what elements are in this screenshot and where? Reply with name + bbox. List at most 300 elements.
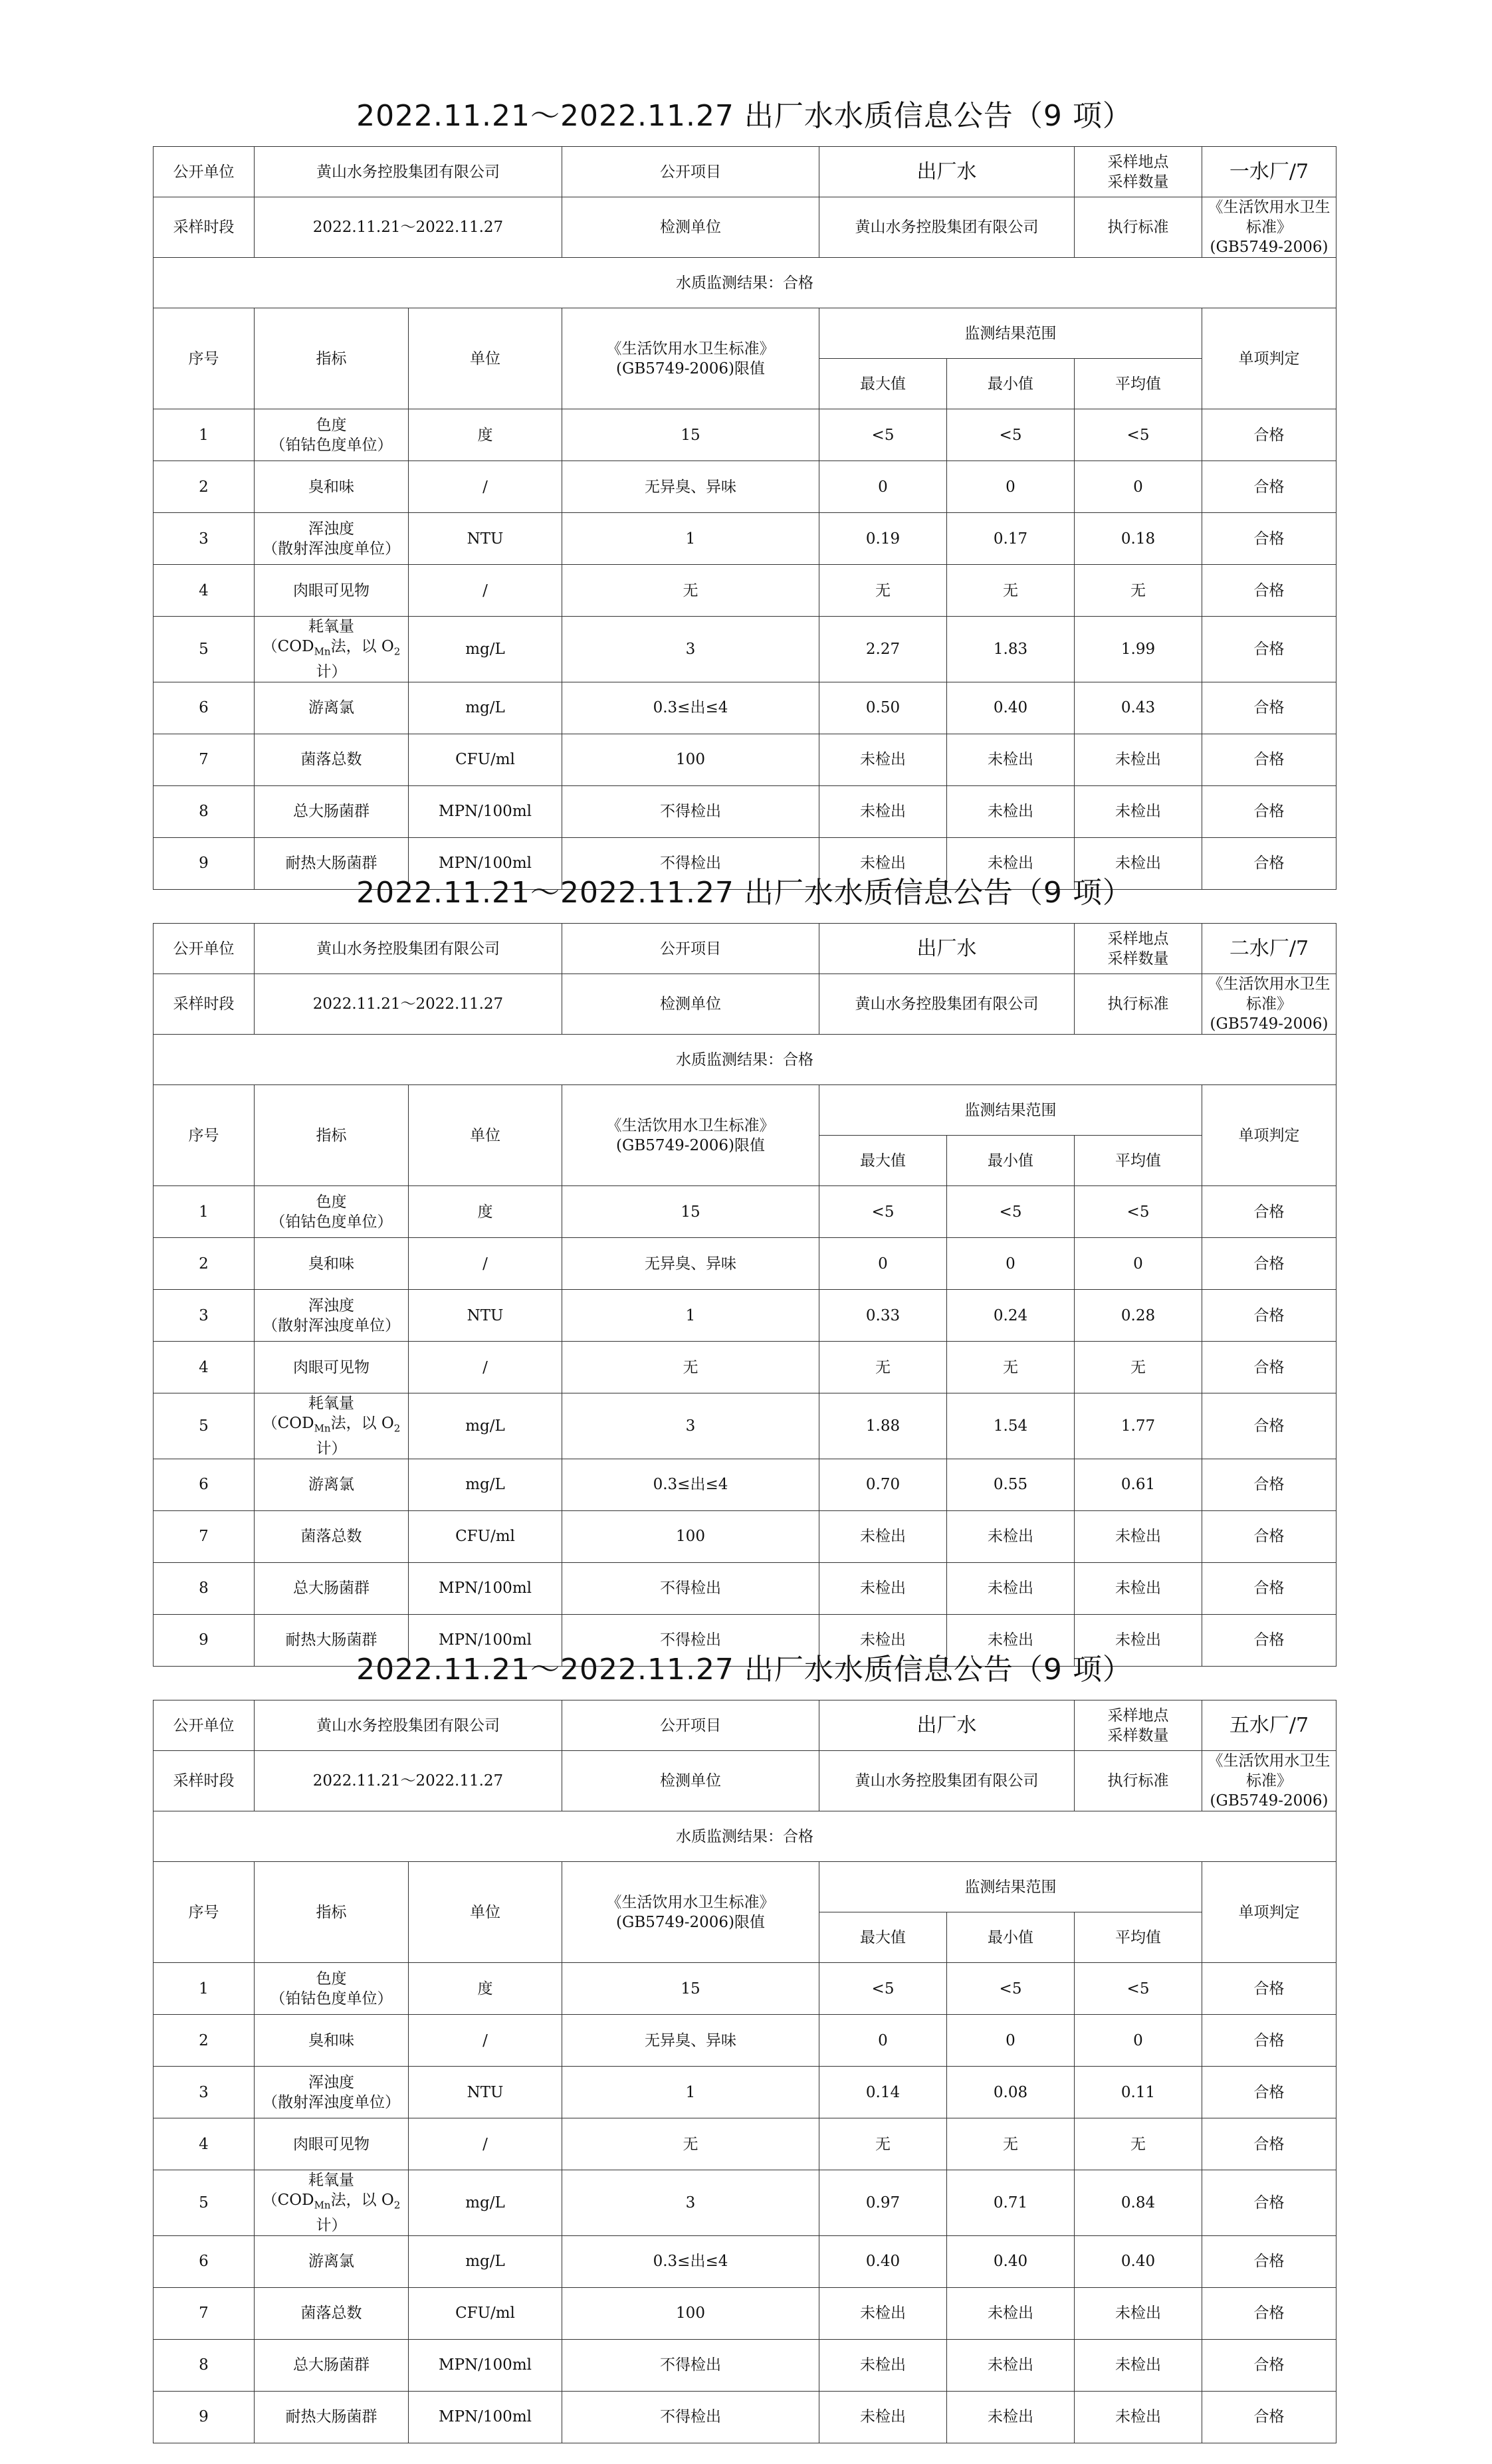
verdict-cell: 合格 xyxy=(1202,1238,1336,1290)
max-cell: 未检出 xyxy=(819,1510,947,1562)
standard-value xyxy=(1202,974,1336,1035)
water-quality-table xyxy=(153,1700,1336,2443)
limit-cell: 不得检出 xyxy=(562,2339,819,2391)
testing-unit-label: 检测单位 xyxy=(562,974,819,1035)
col-min: 最小值 xyxy=(947,359,1075,409)
testing-unit-value: 黄山水务控股集团有限公司 xyxy=(819,197,1075,258)
verdict-cell: 合格 xyxy=(1202,1186,1336,1238)
unit-cell: 度 xyxy=(409,409,562,461)
report-section xyxy=(153,86,1336,873)
col-range: 监测结果范围 xyxy=(819,308,1202,359)
indicator-cell xyxy=(255,513,409,565)
limit-cell: 15 xyxy=(562,1186,819,1238)
col-verdict: 单项判定 xyxy=(1202,1085,1336,1186)
limit-cell: 不得检出 xyxy=(562,837,819,889)
indicator-note: （$COD_{Mn}$法，以 $O_2$计） xyxy=(262,2192,401,2234)
min-cell: 0.17 xyxy=(947,513,1075,565)
verdict-cell: 合格 xyxy=(1202,2067,1336,2118)
max-cell: 未检出 xyxy=(819,2391,947,2443)
indicator-name: 耐热大肠菌群 xyxy=(285,2408,377,2426)
row-no: 6 xyxy=(154,682,255,734)
limit-cell: 0.3≤出≤4 xyxy=(562,2235,819,2287)
col-limit-2: (GB5749-2006)限值 xyxy=(615,1136,766,1154)
unit-cell: / xyxy=(409,565,562,617)
verdict-cell: 合格 xyxy=(1202,565,1336,617)
indicator-note: （铂钴色度单位） xyxy=(270,1990,393,2007)
sampling-period-value: 2022.11.21～2022.11.27 xyxy=(255,197,562,258)
sampling-site-label-2: 采样数量 xyxy=(1107,950,1169,968)
max-cell: 未检出 xyxy=(819,785,947,837)
unit-cell: MPN/100ml xyxy=(409,837,562,889)
row-no: 6 xyxy=(154,1459,255,1510)
sampling-site-label xyxy=(1075,1700,1202,1751)
unit-cell: 度 xyxy=(409,1186,562,1238)
indicator-note: （散射浑浊度单位） xyxy=(263,2093,400,2111)
min-cell: 未检出 xyxy=(947,2287,1075,2339)
min-cell: 0.24 xyxy=(947,1290,1075,1342)
row-no: 2 xyxy=(154,2015,255,2067)
table-row xyxy=(154,1238,1336,1290)
col-unit: 单位 xyxy=(409,1862,562,1963)
indicator-cell xyxy=(255,617,409,682)
result-summary: 水质监测结果：合格 xyxy=(154,258,1336,308)
publish-item-label: 公开项目 xyxy=(562,1700,819,1751)
indicator-name: 肉眼可见物 xyxy=(293,2135,370,2153)
avg-cell: 未检出 xyxy=(1075,2391,1202,2443)
min-cell: 无 xyxy=(947,1342,1075,1393)
indicator-cell xyxy=(255,1342,409,1393)
limit-cell: 无 xyxy=(562,1342,819,1393)
reports-container xyxy=(153,86,1336,2426)
unit-cell: / xyxy=(409,461,562,513)
limit-cell: 15 xyxy=(562,1963,819,2015)
testing-unit-value: 黄山水务控股集团有限公司 xyxy=(819,974,1075,1035)
col-range: 监测结果范围 xyxy=(819,1862,1202,1912)
avg-cell: 0.61 xyxy=(1075,1459,1202,1510)
avg-cell: <5 xyxy=(1075,1186,1202,1238)
col-max: 最大值 xyxy=(819,1136,947,1186)
indicator-name: 浑浊度 xyxy=(308,520,354,538)
indicator-cell xyxy=(255,2287,409,2339)
indicator-name: 耐热大肠菌群 xyxy=(285,855,377,873)
avg-cell: 1.77 xyxy=(1075,1393,1202,1459)
table-row xyxy=(154,1186,1336,1238)
testing-unit-label: 检测单位 xyxy=(562,197,819,258)
col-unit: 单位 xyxy=(409,308,562,409)
water-quality-table xyxy=(153,146,1336,890)
standard-name: 《生活饮用水卫生标准》 xyxy=(1208,199,1331,236)
publish-unit-value: 黄山水务控股集团有限公司 xyxy=(255,147,562,197)
verdict-cell: 合格 xyxy=(1202,1510,1336,1562)
indicator-cell xyxy=(255,2391,409,2443)
min-cell: 未检出 xyxy=(947,2339,1075,2391)
unit-cell: MPN/100ml xyxy=(409,1614,562,1666)
row-no: 4 xyxy=(154,1342,255,1393)
indicator-cell xyxy=(255,1963,409,2015)
min-cell: 0 xyxy=(947,2015,1075,2067)
indicator-note: （铂钴色度单位） xyxy=(270,436,393,454)
indicator-cell xyxy=(255,1238,409,1290)
max-cell: 0 xyxy=(819,1238,947,1290)
min-cell: 0 xyxy=(947,1238,1075,1290)
verdict-cell: 合格 xyxy=(1202,409,1336,461)
unit-cell: mg/L xyxy=(409,2170,562,2236)
indicator-note: （铂钴色度单位） xyxy=(270,1213,393,1231)
indicator-cell xyxy=(255,2235,409,2287)
avg-cell: 无 xyxy=(1075,565,1202,617)
max-cell: 无 xyxy=(819,1342,947,1393)
row-no: 4 xyxy=(154,565,255,617)
verdict-cell: 合格 xyxy=(1202,682,1336,734)
table-row xyxy=(154,565,1336,617)
publish-item-value: 出厂水 xyxy=(819,1700,1075,1751)
report-title: 2022.11.21～2022.11.27 出厂水水质信息公告（9 项） xyxy=(356,99,1132,133)
indicator-name: 耗氧量 xyxy=(308,2172,354,2189)
max-cell: 1.88 xyxy=(819,1393,947,1459)
col-indicator: 指标 xyxy=(255,308,409,409)
table-row xyxy=(154,1342,1336,1393)
row-no: 2 xyxy=(154,1238,255,1290)
min-cell: 无 xyxy=(947,2118,1075,2170)
max-cell: 未检出 xyxy=(819,734,947,785)
limit-cell: 1 xyxy=(562,2067,819,2118)
row-no: 6 xyxy=(154,2235,255,2287)
indicator-cell xyxy=(255,2170,409,2236)
avg-cell: 未检出 xyxy=(1075,837,1202,889)
indicator-name: 菌落总数 xyxy=(300,751,362,769)
max-cell: 0.97 xyxy=(819,2170,947,2236)
max-cell: 未检出 xyxy=(819,1614,947,1666)
unit-cell: mg/L xyxy=(409,2235,562,2287)
avg-cell: 1.99 xyxy=(1075,617,1202,682)
info-row-period xyxy=(154,974,1336,1035)
max-cell: 0.19 xyxy=(819,513,947,565)
max-cell: <5 xyxy=(819,409,947,461)
indicator-name: 色度 xyxy=(316,1970,347,1988)
limit-cell: 不得检出 xyxy=(562,1614,819,1666)
result-summary: 水质监测结果：合格 xyxy=(154,1035,1336,1085)
limit-cell: 无 xyxy=(562,2118,819,2170)
info-row-publish xyxy=(154,1700,1336,1751)
unit-cell: CFU/ml xyxy=(409,734,562,785)
table-row xyxy=(154,1963,1336,2015)
max-cell: 未检出 xyxy=(819,2339,947,2391)
row-no: 2 xyxy=(154,461,255,513)
avg-cell: 未检出 xyxy=(1075,785,1202,837)
row-no: 8 xyxy=(154,785,255,837)
col-limit-1: 《生活饮用水卫生标准》 xyxy=(606,1116,775,1134)
verdict-cell: 合格 xyxy=(1202,1342,1336,1393)
indicator-note: （$COD_{Mn}$法，以 $O_2$计） xyxy=(262,1415,401,1457)
unit-cell: mg/L xyxy=(409,1459,562,1510)
col-avg: 平均值 xyxy=(1075,1912,1202,1963)
verdict-cell: 合格 xyxy=(1202,513,1336,565)
min-cell: 未检出 xyxy=(947,1614,1075,1666)
col-verdict: 单项判定 xyxy=(1202,308,1336,409)
max-cell: 2.27 xyxy=(819,617,947,682)
unit-cell: mg/L xyxy=(409,1393,562,1459)
row-no: 3 xyxy=(154,513,255,565)
summary-row xyxy=(154,1811,1336,1862)
min-cell: 0.40 xyxy=(947,2235,1075,2287)
indicator-cell xyxy=(255,1393,409,1459)
sampling-site-value: 一水厂/7 xyxy=(1202,147,1336,197)
table-row xyxy=(154,409,1336,461)
max-cell: <5 xyxy=(819,1963,947,2015)
limit-cell: 3 xyxy=(562,1393,819,1459)
avg-cell: 0 xyxy=(1075,461,1202,513)
indicator-name: 总大肠菌群 xyxy=(293,803,370,821)
row-no: 1 xyxy=(154,1963,255,2015)
indicator-name: 色度 xyxy=(316,416,347,434)
col-range: 监测结果范围 xyxy=(819,1085,1202,1136)
report-section xyxy=(153,1640,1336,2426)
col-verdict: 单项判定 xyxy=(1202,1862,1336,1963)
row-no: 1 xyxy=(154,1186,255,1238)
col-indicator: 指标 xyxy=(255,1862,409,1963)
col-limit-2: (GB5749-2006)限值 xyxy=(615,359,766,377)
publish-unit-label: 公开单位 xyxy=(154,1700,255,1751)
verdict-cell: 合格 xyxy=(1202,785,1336,837)
avg-cell: 0 xyxy=(1075,2015,1202,2067)
indicator-name: 耗氧量 xyxy=(308,1395,354,1412)
indicator-name: 臭和味 xyxy=(308,2031,354,2049)
limit-cell: 无异臭、异味 xyxy=(562,461,819,513)
limit-cell: 100 xyxy=(562,734,819,785)
row-no: 5 xyxy=(154,1393,255,1459)
publish-unit-value: 黄山水务控股集团有限公司 xyxy=(255,924,562,974)
indicator-note: （$COD_{Mn}$法，以 $O_2$计） xyxy=(262,638,401,680)
publish-unit-value: 黄山水务控股集团有限公司 xyxy=(255,1700,562,1751)
row-no: 1 xyxy=(154,409,255,461)
min-cell: 1.54 xyxy=(947,1393,1075,1459)
row-no: 5 xyxy=(154,617,255,682)
verdict-cell: 合格 xyxy=(1202,2287,1336,2339)
col-no: 序号 xyxy=(154,1085,255,1186)
info-row-publish xyxy=(154,924,1336,974)
min-cell: 未检出 xyxy=(947,734,1075,785)
standard-code: (GB5749-2006) xyxy=(1210,1792,1329,1809)
report-title: 2022.11.21～2022.11.27 出厂水水质信息公告（9 项） xyxy=(356,1653,1132,1687)
col-limit xyxy=(562,1862,819,1963)
avg-cell: 0 xyxy=(1075,1238,1202,1290)
standard-label: 执行标准 xyxy=(1075,974,1202,1035)
max-cell: 未检出 xyxy=(819,1562,947,1614)
indicator-cell xyxy=(255,1510,409,1562)
indicator-name: 游离氯 xyxy=(308,1476,354,1494)
limit-cell: 不得检出 xyxy=(562,1562,819,1614)
max-cell: <5 xyxy=(819,1186,947,1238)
min-cell: 0.40 xyxy=(947,682,1075,734)
verdict-cell: 合格 xyxy=(1202,734,1336,785)
col-unit: 单位 xyxy=(409,1085,562,1186)
min-cell: 未检出 xyxy=(947,1510,1075,1562)
row-no: 9 xyxy=(154,1614,255,1666)
max-cell: 0.50 xyxy=(819,682,947,734)
indicator-cell xyxy=(255,2339,409,2391)
avg-cell: 0.40 xyxy=(1075,2235,1202,2287)
verdict-cell: 合格 xyxy=(1202,1562,1336,1614)
limit-cell: 无 xyxy=(562,565,819,617)
indicator-cell xyxy=(255,2015,409,2067)
standard-code: (GB5749-2006) xyxy=(1210,239,1329,256)
unit-cell: MPN/100ml xyxy=(409,1562,562,1614)
avg-cell: <5 xyxy=(1075,1963,1202,2015)
sampling-site-label xyxy=(1075,924,1202,974)
limit-cell: 0.3≤出≤4 xyxy=(562,1459,819,1510)
unit-cell: / xyxy=(409,2118,562,2170)
publish-unit-label: 公开单位 xyxy=(154,924,255,974)
table-row xyxy=(154,617,1336,682)
avg-cell: <5 xyxy=(1075,409,1202,461)
min-cell: 0 xyxy=(947,461,1075,513)
indicator-cell xyxy=(255,1186,409,1238)
min-cell: 0.55 xyxy=(947,1459,1075,1510)
report-section xyxy=(153,863,1336,1649)
min-cell: <5 xyxy=(947,1963,1075,2015)
avg-cell: 未检出 xyxy=(1075,1510,1202,1562)
table-row xyxy=(154,2015,1336,2067)
report-title: 2022.11.21～2022.11.27 出厂水水质信息公告（9 项） xyxy=(356,876,1132,910)
min-cell: 未检出 xyxy=(947,837,1075,889)
limit-cell: 0.3≤出≤4 xyxy=(562,682,819,734)
unit-cell: NTU xyxy=(409,2067,562,2118)
row-no: 4 xyxy=(154,2118,255,2170)
column-header-row xyxy=(154,1085,1336,1136)
min-cell: 未检出 xyxy=(947,1562,1075,1614)
col-limit xyxy=(562,1085,819,1186)
standard-name: 《生活饮用水卫生标准》 xyxy=(1208,975,1331,1013)
table-row xyxy=(154,2287,1336,2339)
max-cell: 未检出 xyxy=(819,837,947,889)
table-row xyxy=(154,2067,1336,2118)
sampling-site-label-2: 采样数量 xyxy=(1107,1726,1169,1744)
sampling-site-label xyxy=(1075,147,1202,197)
indicator-name: 色度 xyxy=(316,1193,347,1211)
table-row xyxy=(154,2170,1336,2236)
unit-cell: NTU xyxy=(409,1290,562,1342)
avg-cell: 0.18 xyxy=(1075,513,1202,565)
indicator-name: 浑浊度 xyxy=(308,2073,354,2091)
verdict-cell: 合格 xyxy=(1202,837,1336,889)
indicator-cell xyxy=(255,682,409,734)
limit-cell: 不得检出 xyxy=(562,2391,819,2443)
indicator-cell xyxy=(255,2067,409,2118)
limit-cell: 15 xyxy=(562,409,819,461)
verdict-cell: 合格 xyxy=(1202,1459,1336,1510)
avg-cell: 未检出 xyxy=(1075,2287,1202,2339)
table-row xyxy=(154,1459,1336,1510)
verdict-cell: 合格 xyxy=(1202,1963,1336,2015)
sampling-period-value: 2022.11.21～2022.11.27 xyxy=(255,974,562,1035)
publish-unit-label: 公开单位 xyxy=(154,147,255,197)
indicator-cell xyxy=(255,409,409,461)
indicator-note: （散射浑浊度单位） xyxy=(263,1316,400,1334)
limit-cell: 3 xyxy=(562,2170,819,2236)
min-cell: <5 xyxy=(947,409,1075,461)
indicator-name: 浑浊度 xyxy=(308,1296,354,1314)
publish-item-value: 出厂水 xyxy=(819,924,1075,974)
table-row xyxy=(154,1562,1336,1614)
min-cell: 未检出 xyxy=(947,2391,1075,2443)
avg-cell: 无 xyxy=(1075,2118,1202,2170)
indicator-cell xyxy=(255,1290,409,1342)
sampling-site-label-2: 采样数量 xyxy=(1107,173,1169,191)
verdict-cell: 合格 xyxy=(1202,2339,1336,2391)
sampling-period-label: 采样时段 xyxy=(154,1751,255,1811)
min-cell: 未检出 xyxy=(947,785,1075,837)
min-cell: 1.83 xyxy=(947,617,1075,682)
sampling-site-value: 五水厂/7 xyxy=(1202,1700,1336,1751)
table-row xyxy=(154,1393,1336,1459)
indicator-name: 臭和味 xyxy=(308,478,354,496)
indicator-name: 游离氯 xyxy=(308,699,354,717)
avg-cell: 未检出 xyxy=(1075,1562,1202,1614)
indicator-name: 耐热大肠菌群 xyxy=(285,1631,377,1649)
unit-cell: MPN/100ml xyxy=(409,2391,562,2443)
verdict-cell: 合格 xyxy=(1202,1393,1336,1459)
table-row xyxy=(154,2339,1336,2391)
unit-cell: MPN/100ml xyxy=(409,2339,562,2391)
indicator-name: 肉眼可见物 xyxy=(293,581,370,599)
sampling-period-label: 采样时段 xyxy=(154,974,255,1035)
table-row xyxy=(154,2235,1336,2287)
unit-cell: / xyxy=(409,1342,562,1393)
avg-cell: 未检出 xyxy=(1075,2339,1202,2391)
col-limit-2: (GB5749-2006)限值 xyxy=(615,1913,766,1931)
unit-cell: / xyxy=(409,1238,562,1290)
row-no: 3 xyxy=(154,1290,255,1342)
max-cell: 无 xyxy=(819,565,947,617)
col-limit-1: 《生活饮用水卫生标准》 xyxy=(606,1893,775,1911)
row-no: 8 xyxy=(154,1562,255,1614)
info-row-period xyxy=(154,1751,1336,1811)
indicator-name: 总大肠菌群 xyxy=(293,1580,370,1597)
limit-cell: 无异臭、异味 xyxy=(562,2015,819,2067)
standard-label: 执行标准 xyxy=(1075,1751,1202,1811)
avg-cell: 0.11 xyxy=(1075,2067,1202,2118)
publish-item-label: 公开项目 xyxy=(562,147,819,197)
row-no: 5 xyxy=(154,2170,255,2236)
indicator-cell xyxy=(255,1562,409,1614)
col-limit-1: 《生活饮用水卫生标准》 xyxy=(606,340,775,358)
verdict-cell: 合格 xyxy=(1202,461,1336,513)
summary-row xyxy=(154,258,1336,308)
limit-cell: 3 xyxy=(562,617,819,682)
verdict-cell: 合格 xyxy=(1202,2118,1336,2170)
avg-cell: 0.28 xyxy=(1075,1290,1202,1342)
indicator-name: 菌落总数 xyxy=(300,2305,362,2322)
sampling-site-label-1: 采样地点 xyxy=(1107,153,1169,171)
unit-cell: NTU xyxy=(409,513,562,565)
avg-cell: 0.84 xyxy=(1075,2170,1202,2236)
sampling-site-label-1: 采样地点 xyxy=(1107,1706,1169,1724)
avg-cell: 未检出 xyxy=(1075,1614,1202,1666)
avg-cell: 无 xyxy=(1075,1342,1202,1393)
indicator-name: 总大肠菌群 xyxy=(293,2356,370,2374)
table-row xyxy=(154,2391,1336,2443)
max-cell: 0 xyxy=(819,461,947,513)
max-cell: 0 xyxy=(819,2015,947,2067)
max-cell: 0.14 xyxy=(819,2067,947,2118)
col-avg: 平均值 xyxy=(1075,359,1202,409)
indicator-name: 耗氧量 xyxy=(308,618,354,635)
max-cell: 未检出 xyxy=(819,2287,947,2339)
avg-cell: 0.43 xyxy=(1075,682,1202,734)
summary-row xyxy=(154,1035,1336,1085)
indicator-cell xyxy=(255,1459,409,1510)
col-indicator: 指标 xyxy=(255,1085,409,1186)
